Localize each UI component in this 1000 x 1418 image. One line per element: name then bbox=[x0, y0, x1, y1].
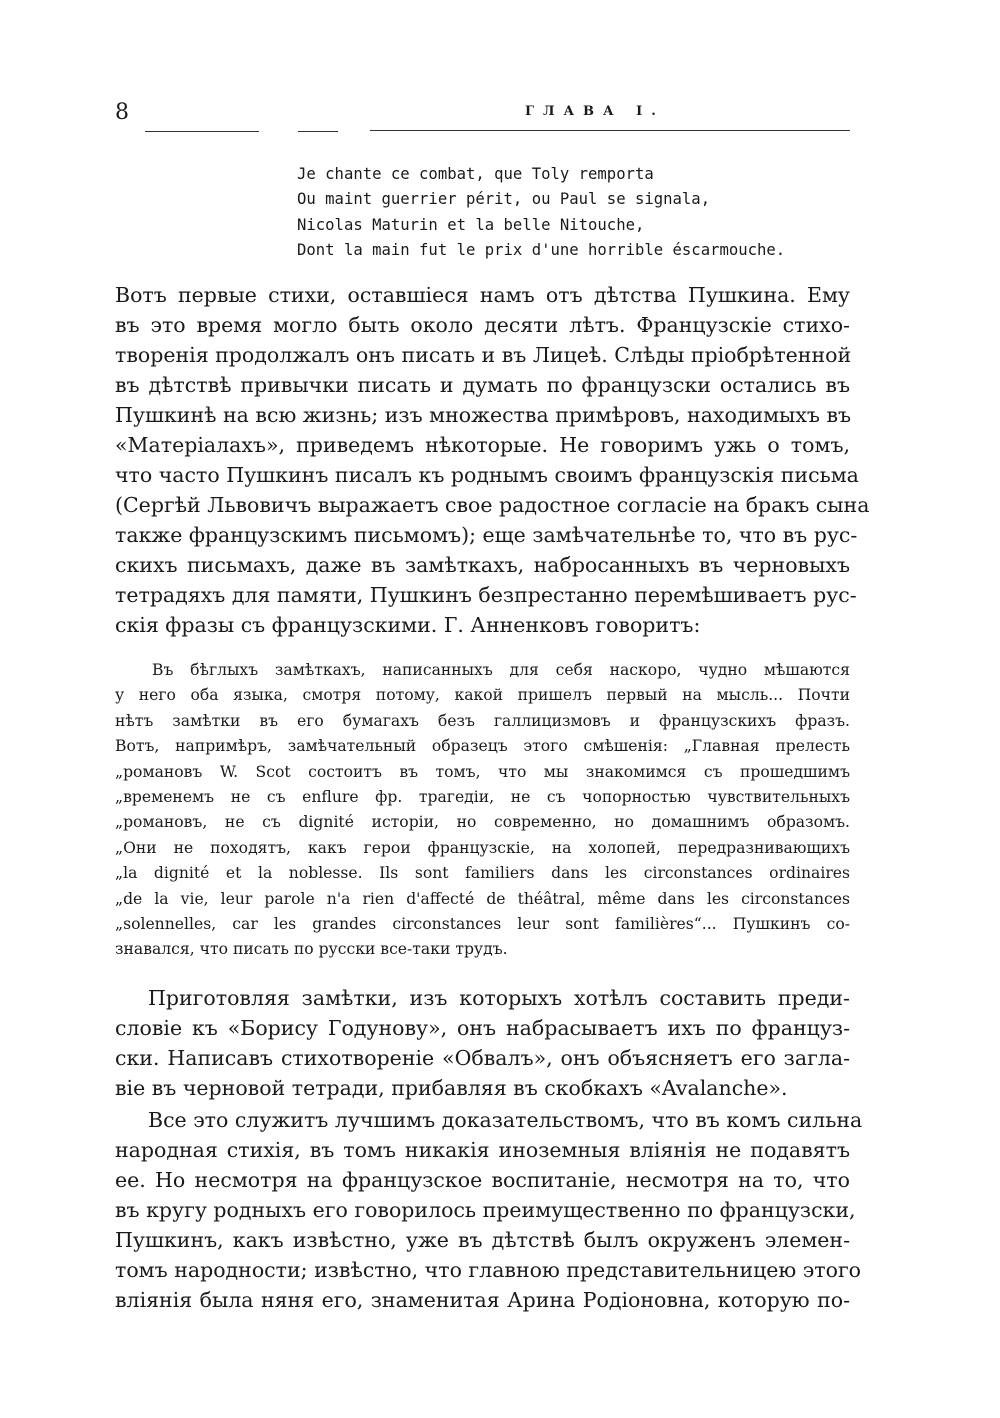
text-line: въ дѣтствѣ привычки писать и думать по французски остались въ bbox=[115, 373, 850, 397]
text-line: (Сергѣй Львовичъ выражаетъ свое радостное согласіе на бракъ сына bbox=[115, 493, 870, 517]
page-header bbox=[115, 100, 850, 140]
verse-line: Nicolas Maturin et la belle Nitouche, bbox=[297, 215, 645, 234]
quote-line: „романовъ W. Scot состоитъ въ томъ, что мы знакомимся съ прошедшимъ bbox=[115, 762, 850, 781]
quote-line: „de la vie, leur parole n'a rien d'affecté de théâtral, même dans les circonstances bbox=[115, 889, 850, 908]
paragraph-1 bbox=[115, 280, 870, 640]
quote-line: нѣтъ замѣтки въ его бумагахъ безъ галлицизмовъ и французскихъ фразъ. bbox=[115, 711, 850, 730]
running-head: ГЛАВА I. bbox=[525, 104, 665, 119]
paragraph-3 bbox=[115, 1105, 863, 1315]
text-line: вліянія была няня его, знаменитая Арина Родіоновна, которую по- bbox=[115, 1288, 850, 1312]
text-line: скія фразы съ французскими. Г. Анненковъ говоритъ: bbox=[115, 613, 701, 637]
quote-line: у него оба языка, смотря потому, какой пришелъ первый на мысль... Почти bbox=[115, 686, 850, 705]
text-line: словіе къ «Борису Годунову», онъ набрасываетъ ихъ по француз- bbox=[115, 1016, 850, 1040]
quote-line: „la dignité et la noblesse. Ils sont familiers dans les circonstances ordinaires bbox=[115, 864, 850, 883]
paragraph-2 bbox=[115, 983, 850, 1103]
quote-line: „временемъ не съ enflure фр. трагедіи, не съ чопорностью чувствительныхъ bbox=[115, 787, 850, 806]
text-line: ски. Написавъ стихотвореніе «Обвалъ», онъ объясняетъ его загла- bbox=[115, 1046, 850, 1070]
quote-line: „романовъ, не съ dignité исторіи, но современно, но домашнимъ образомъ. bbox=[115, 813, 850, 832]
text-line: въ это время могло быть около десяти лѣтъ. Французскіе стихо- bbox=[115, 313, 850, 337]
verse-line: Je chante ce combat, que Toly remporta bbox=[297, 165, 654, 183]
epigraph-verse bbox=[297, 162, 785, 264]
text-line: ее. Но несмотря на французское воспитаніе, несмотря на то, что bbox=[115, 1168, 850, 1192]
text-line: въ кругу родныхъ его говорилось преимущественно по французски, bbox=[115, 1198, 856, 1222]
header-rule-mid bbox=[298, 131, 338, 132]
text-line: также французскимъ письмомъ); еще замѣчательнѣе то, что въ рус- bbox=[115, 523, 858, 547]
text-line: скихъ письмахъ, даже въ замѣткахъ, набросанныхъ въ черновыхъ bbox=[115, 553, 850, 577]
block-quote bbox=[115, 658, 850, 963]
text-line: «Матеріалахъ», приведемъ нѣкоторые. Не говоримъ ужь о томъ, bbox=[115, 433, 850, 457]
quote-line: Вотъ, напримѣръ, замѣчательный образецъ этого смѣшенія: „Главная прелесть bbox=[115, 737, 850, 756]
text-line: что часто Пушкинъ писалъ къ роднымъ своимъ французскія письма bbox=[115, 463, 859, 487]
header-rule-left bbox=[145, 131, 259, 132]
quote-line: „solennelles, car les grandes circonstances leur sont familières“... Пушкинъ со- bbox=[115, 914, 850, 933]
text-line: творенія продолжалъ онъ писать и въ Лицеѣ. Слѣды пріобрѣтенной bbox=[115, 343, 852, 367]
text-line: Пушкинъ, какъ извѣстно, уже въ дѣтствѣ былъ окруженъ элемен- bbox=[115, 1228, 850, 1252]
quote-line: знавался, что писать по русски все-таки трудъ. bbox=[115, 940, 508, 959]
text-line: томъ народности; извѣстно, что главною представительницею этого bbox=[115, 1258, 862, 1282]
text-line: Пушкинѣ на всю жизнь; изъ множества примѣровъ, находимыхъ въ bbox=[115, 403, 852, 427]
text-line: віе въ черновой тетради, прибавляя въ скобкахъ «Avalanche». bbox=[115, 1076, 788, 1100]
quote-line: Въ бѣглыхъ замѣткахъ, написанныхъ для себя наскоро, чудно мѣшаются bbox=[152, 661, 850, 679]
text-line: Вотъ первые стихи, оставшіеся намъ отъ дѣтства Пушкина. Ему bbox=[115, 283, 850, 307]
page-number: 8 bbox=[115, 100, 129, 125]
verse-line: Ou maint guerrier périt, ou Paul se signala, bbox=[297, 190, 711, 209]
header-rule-right bbox=[370, 130, 850, 131]
quote-line: „Они не походятъ, какъ герои французскіе, на холопей, передразнивающихъ bbox=[115, 838, 850, 857]
text-line: Приготовляя замѣтки, изъ которыхъ хотѣлъ составить преди- bbox=[148, 986, 850, 1010]
text-line: народная стихія, въ томъ никакія иноземныя вліянія не подавятъ bbox=[115, 1138, 850, 1162]
verse-line: Dont la main fut le prix d'une horrible éscarmouche. bbox=[297, 241, 786, 260]
text-line: Все это служитъ лучшимъ доказательствомъ, что въ комъ сильна bbox=[148, 1108, 863, 1132]
text-line: тетрадяхъ для памяти, Пушкинъ безпрестанно перемѣшиваетъ рус- bbox=[115, 583, 857, 607]
